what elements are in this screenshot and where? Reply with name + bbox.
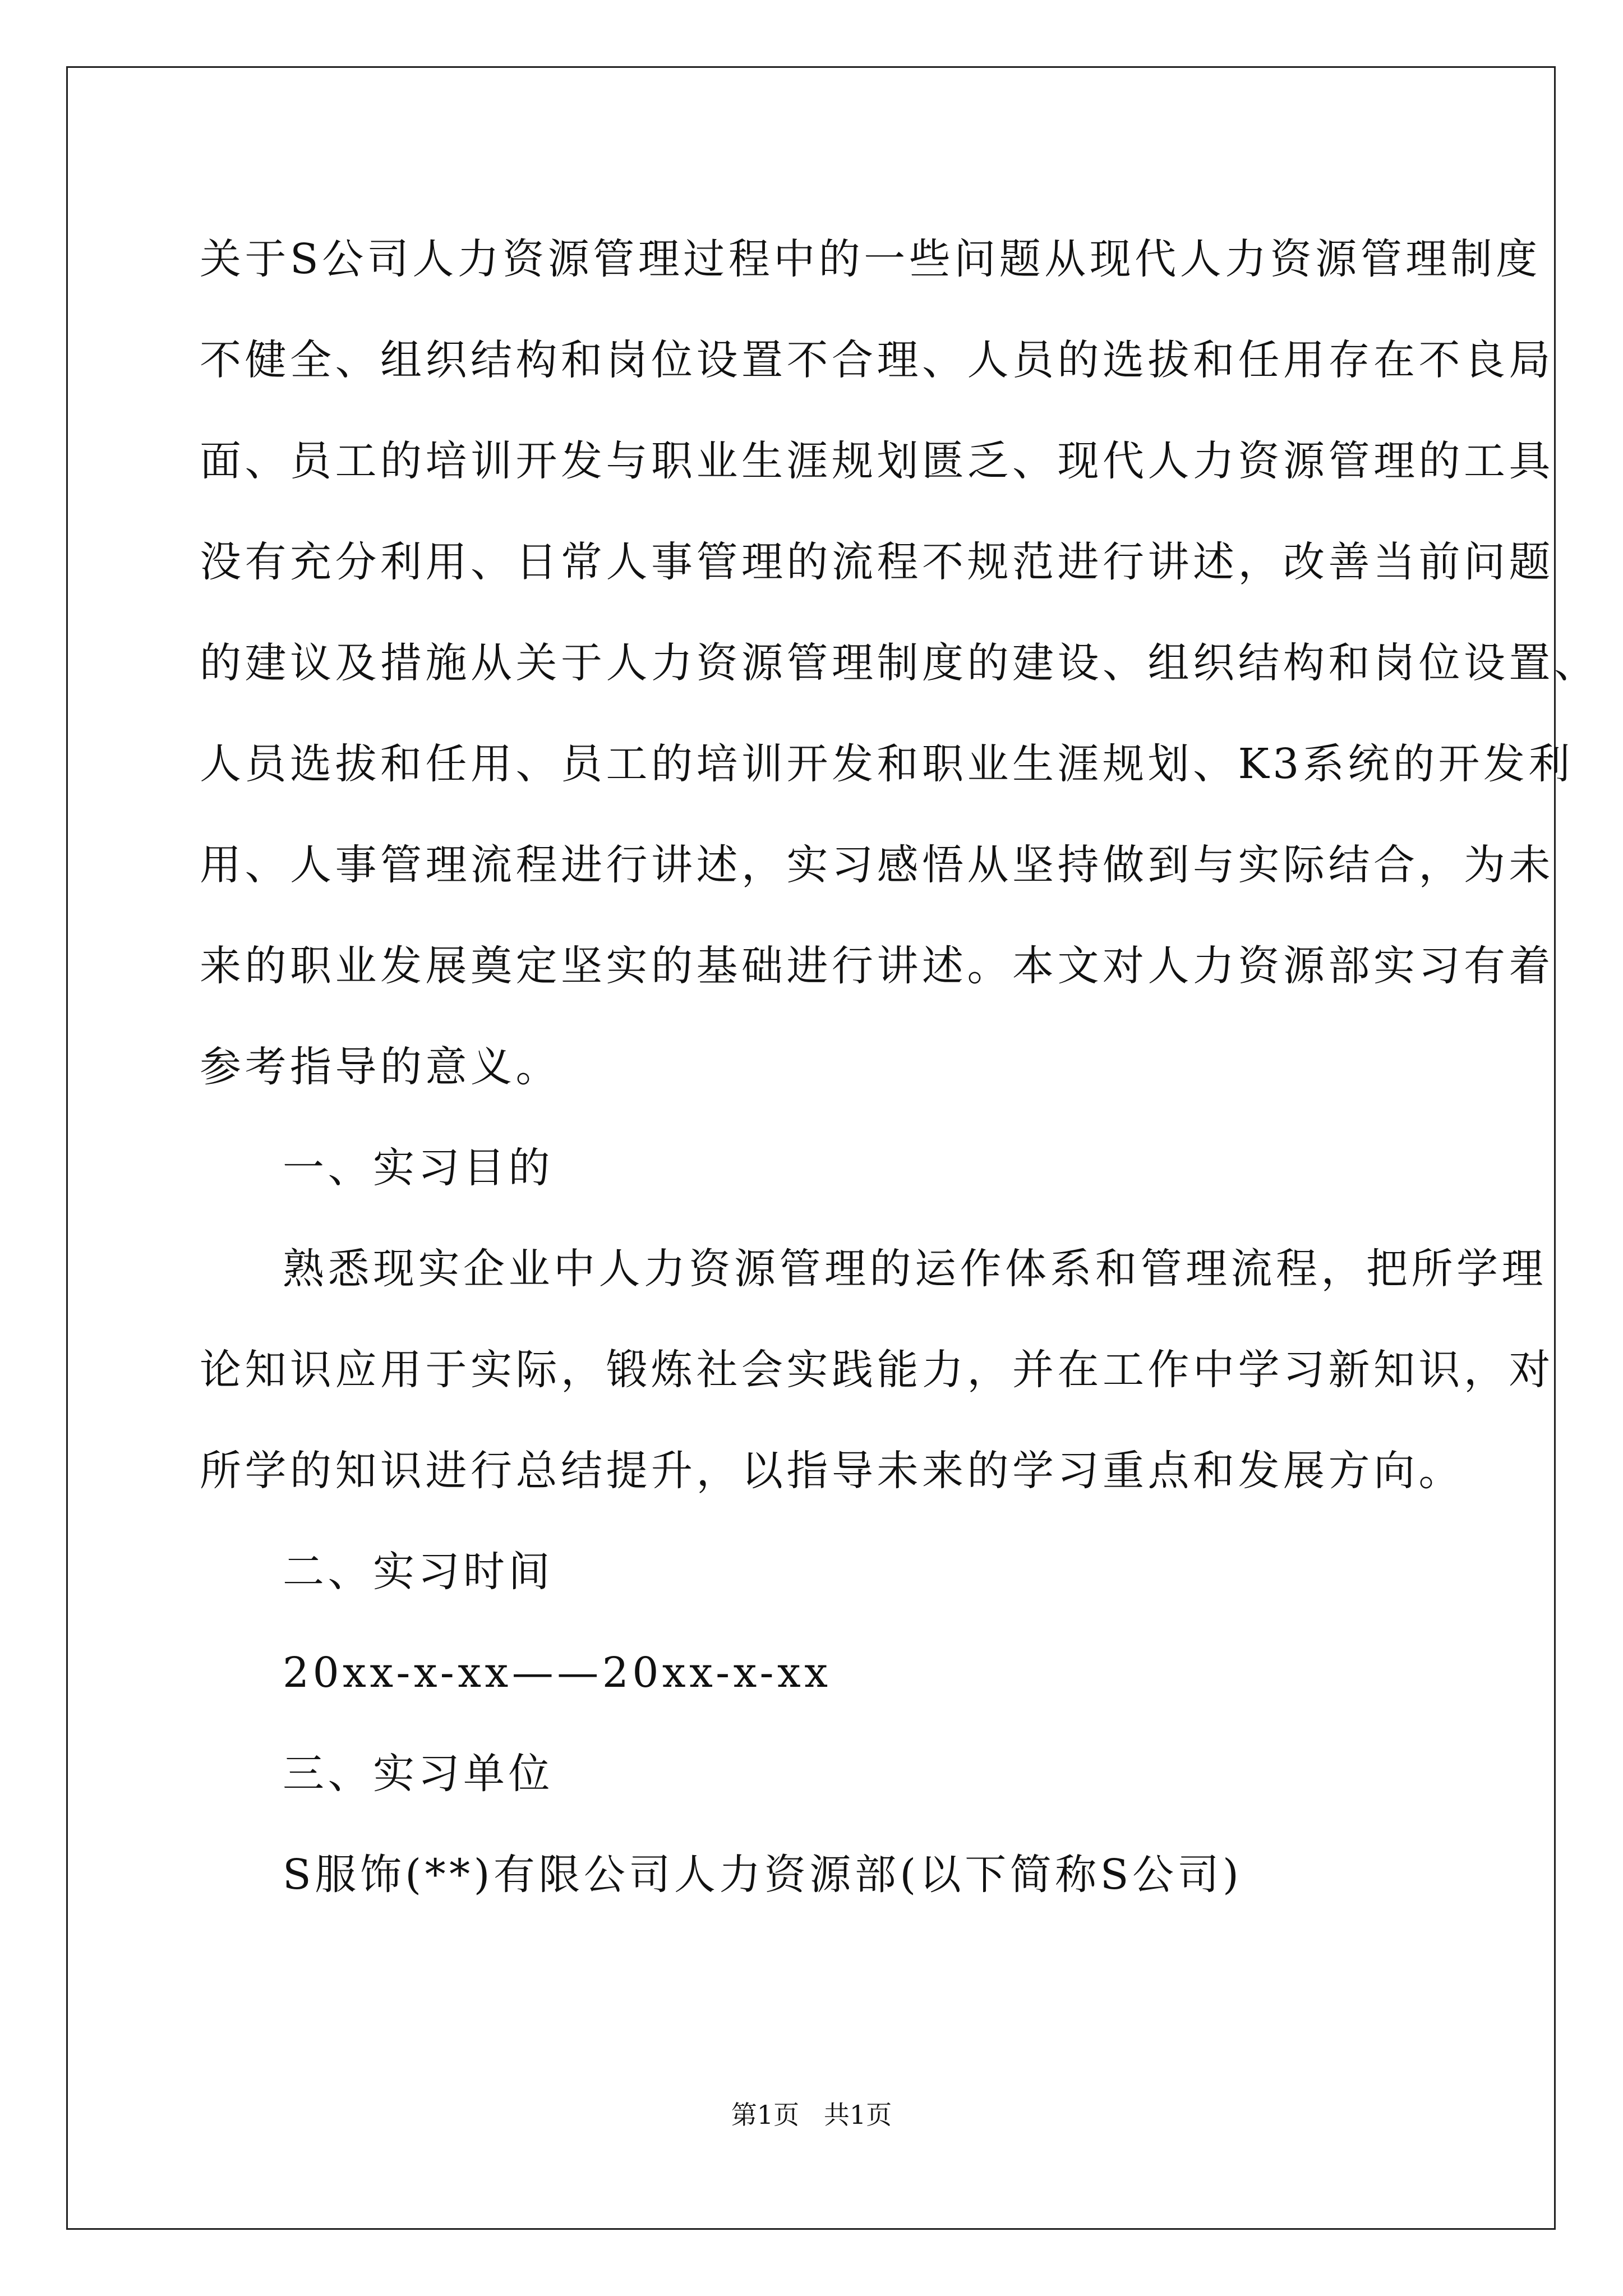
paragraph-line: 参考指导的意义。: [200, 1043, 561, 1091]
internship-company: S服饰(**)有限公司人力资源部(以下简称S公司): [283, 1851, 1243, 1899]
paragraph-line: 用、人事管理流程进行讲述，实习感悟从坚持做到与实际结合，为未: [200, 841, 1554, 889]
paragraph-line: 没有充分利用、日常人事管理的流程不规范进行讲述，改善当前问题: [200, 538, 1554, 586]
paragraph-line: 来的职业发展奠定坚实的基础进行讲述。本文对人力资源部实习有着: [200, 942, 1554, 990]
section-heading-purpose: 一、实习目的: [283, 1144, 554, 1192]
paragraph-line: 关于S公司人力资源管理过程中的一些问题从现代人力资源管理制度: [200, 235, 1541, 283]
paragraph-line: 人员选拔和任用、员工的培训开发和职业生涯规划、K3系统的开发利: [200, 740, 1574, 788]
paragraph-line: 不健全、组织结构和岗位设置不合理、人员的选拔和任用存在不良局: [200, 336, 1554, 384]
page-number-footer: 第1页 共1页: [731, 2100, 892, 2130]
section-purpose-line: 所学的知识进行总结提升，以指导未来的学习重点和发展方向。: [200, 1447, 1464, 1495]
section-heading-unit: 三、实习单位: [283, 1750, 554, 1798]
section-purpose-line: 熟悉现实企业中人力资源管理的运作体系和管理流程，把所学理: [283, 1245, 1547, 1293]
document-body: [200, 209, 1599, 1925]
section-heading-time: 二、实习时间: [283, 1548, 554, 1596]
internship-period: 20xx-x-xx——20xx-x-xx: [283, 1649, 832, 1697]
paragraph-line: 的建议及措施从关于人力资源管理制度的建设、组织结构和岗位设置、: [200, 639, 1599, 687]
section-purpose-line: 论知识应用于实际，锻炼社会实践能力，并在工作中学习新知识，对: [200, 1346, 1554, 1394]
paragraph-line: 面、员工的培训开发与职业生涯规划匮乏、现代人力资源管理的工具: [200, 437, 1554, 485]
